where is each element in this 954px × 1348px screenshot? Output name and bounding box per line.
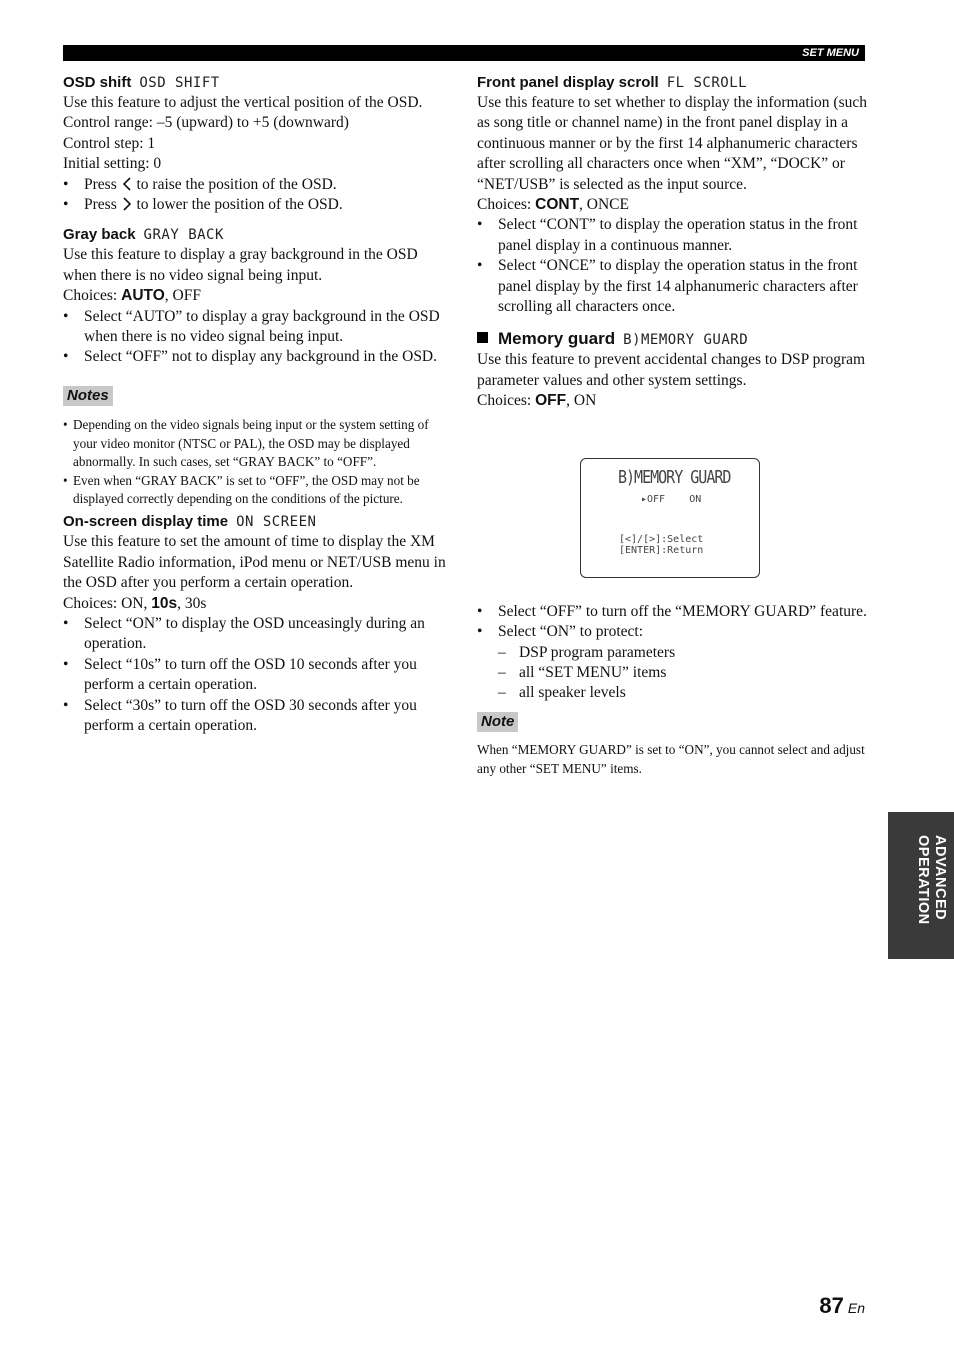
left-column (63, 72, 453, 736)
square-bullet-icon (477, 332, 488, 343)
list-item: • Select “CONT” to display the operation status in the front panel display in a continuous manner. (477, 215, 869, 256)
osd-options: ▸OFF ON (641, 493, 702, 505)
notes-label: Notes (63, 386, 113, 406)
fl-scroll-bullets (477, 215, 869, 317)
memory-guard-bullets (477, 602, 869, 704)
osd-shift-intro: Use this feature to adjust the vertical position of the OSD. (63, 94, 423, 111)
list-item: • Press to raise the position of the OSD. (63, 175, 453, 195)
chevron-left-icon (121, 176, 133, 192)
memory-guard-choices: Choices: OFF, ON (477, 392, 597, 410)
chapter-tab-line1: ADVANCED (932, 835, 948, 921)
list-item: – all “SET MENU” items (498, 663, 869, 683)
on-screen-choices: Choices: ON, 10s, 30s (63, 594, 207, 612)
osd-shift-step: Control step: 1 (63, 134, 156, 152)
fl-scroll-code: FL SCROLL (666, 75, 748, 91)
chapter-tab-line2: OPERATION (915, 835, 931, 925)
list-item: – all speaker levels (498, 683, 869, 703)
note-item: • Depending on the video signals being input or the system setting of your video monitor (NTSC or PAL), the OSD may be displayed abnormally. In such cases, set “GRAY BACK” to “OFF”. (63, 416, 453, 471)
gray-back-bullets (63, 307, 453, 368)
on-screen-bullets (63, 614, 453, 736)
note-text: When “MEMORY GUARD” is set to “ON”, you cannot select and adjust any other “SET MENU” items. (477, 742, 865, 776)
list-item: • Select “ONCE” to display the operation status in the front panel display by the first 14 alphanumeric characters after scrolling all characters once. (477, 256, 869, 317)
list-item: • Select “OFF” to turn off the “MEMORY GUARD” feature. (477, 602, 869, 622)
gray-back-heading: Gray back GRAY BACK (63, 226, 224, 244)
fl-scroll-intro: Use this feature to set whether to display the information (such as song title or channel name) in the front panel display in a continuous manner or by the first 14 alphanumeric characters after scrolling all characters once when “XM”, “DOCK” or “NET/USB” is selected as the input source. (477, 94, 867, 193)
gray-back-choices: Choices: AUTO, OFF (63, 287, 201, 305)
memory-guard-heading: Memory guard B)MEMORY GUARD (477, 329, 869, 350)
list-item: • Select “ON” to protect: – DSP program parameters – all “SET MENU” items – all speaker levels (477, 622, 869, 704)
fl-scroll-choices: Choices: CONT, ONCE (477, 196, 629, 214)
list-item: • Select “OFF” not to display any background in the OSD. (63, 347, 453, 367)
list-item: • Select “ON” to display the OSD unceasingly during an operation. (63, 614, 453, 655)
note-item: • Even when “GRAY BACK” is set to “OFF”, the OSD may not be displayed correctly depending on the conditions of the picture. (63, 472, 453, 509)
osd-shift-code: OSD SHIFT (139, 75, 220, 91)
list-item: – DSP program parameters (498, 643, 869, 663)
on-screen-intro: Use this feature to set the amount of time to display the XM Satellite Radio information, iPod menu or NET/USB menu in the OSD after you perform a certain operation. (63, 533, 446, 592)
section-header-bar (63, 45, 865, 61)
gray-back-code: GRAY BACK (143, 227, 224, 244)
list-item: • Select “10s” to turn off the OSD 10 seconds after you perform a certain operation. (63, 655, 453, 696)
osd-shift-range: Control range: –5 (upward) to +5 (downward) (63, 114, 349, 132)
protect-sublist (498, 643, 869, 704)
memory-guard-intro: Use this feature to prevent accidental changes to DSP program parameter values and other system settings. (477, 351, 866, 389)
osd-shift-heading: OSD shift OSD SHIFT (63, 74, 220, 91)
chapter-tab (888, 812, 954, 959)
note-label: Note (477, 712, 518, 732)
osd-shift-bullets (63, 175, 453, 216)
memory-guard-code: B)MEMORY GUARD (623, 332, 749, 349)
on-screen-code: ON SCREEN (236, 514, 317, 531)
list-item: • Select “30s” to turn off the OSD 30 seconds after you perform a certain operation. (63, 696, 453, 737)
list-item: • Select “AUTO” to display a gray background in the OSD when there is no video signal being input. (63, 307, 453, 348)
osd-title: B)MEMORY GUARD (618, 465, 731, 488)
page-number: 87 En (819, 1293, 865, 1318)
section-title: SET MENU (802, 47, 859, 59)
osd-shift-initial: Initial setting: 0 (63, 155, 162, 173)
osd-screen-illustration (580, 458, 760, 578)
notes-list (63, 416, 453, 508)
chevron-right-icon (121, 196, 133, 212)
gray-back-intro: Use this feature to display a gray background in the OSD when there is no video signal being input. (63, 246, 418, 284)
on-screen-heading: On-screen display time ON SCREEN (63, 513, 317, 531)
fl-scroll-heading: Front panel display scroll FL SCROLL (477, 74, 748, 91)
right-column (477, 72, 869, 778)
osd-help-text: [<]/[>]:Select [ENTER]:Return (619, 533, 704, 556)
list-item: • Press to lower the position of the OSD. (63, 195, 453, 215)
